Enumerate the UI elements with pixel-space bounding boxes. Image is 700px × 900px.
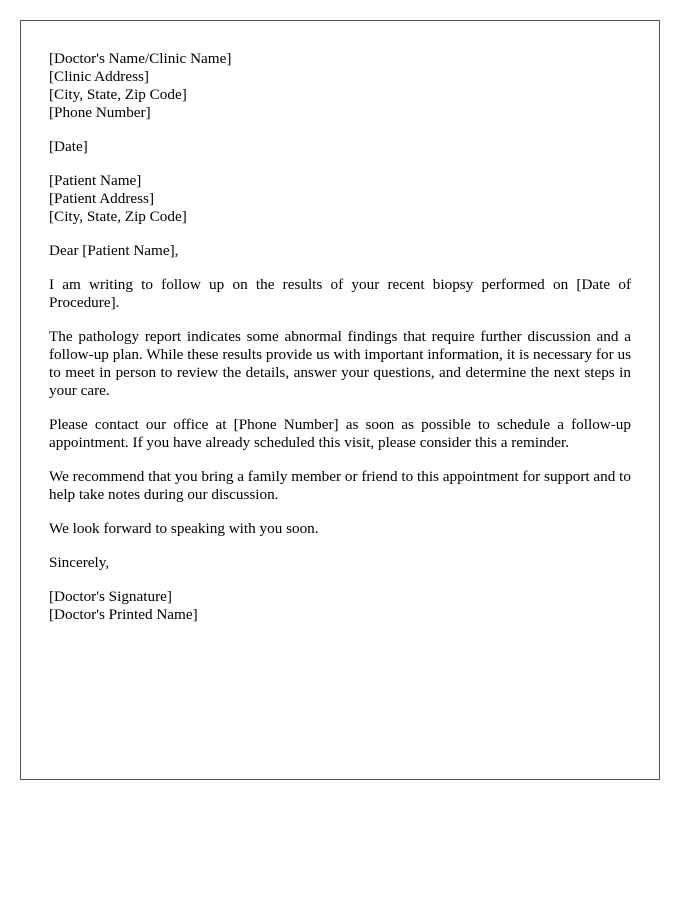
body-paragraph-5: We look forward to speaking with you soon.: [49, 520, 319, 537]
letter-page: [20, 20, 660, 780]
sender-name: [Doctor's Name/Clinic Name]: [49, 50, 232, 67]
body-paragraph-1: I am writing to follow up on the results of your recent biopsy performed on [Date of Procedure].: [49, 276, 631, 311]
recipient-block: [49, 172, 631, 226]
printed-name: [Doctor's Printed Name]: [49, 606, 198, 623]
recipient-address: [Patient Address]: [49, 190, 155, 207]
sender-address: [Clinic Address]: [49, 68, 149, 85]
recipient-city-state-zip: [City, State, Zip Code]: [49, 208, 187, 225]
closing: Sincerely,: [49, 554, 110, 571]
date-block: [49, 138, 631, 156]
sender-block: [49, 50, 631, 122]
signature-line: [Doctor's Signature]: [49, 588, 172, 605]
signature-block: [49, 588, 631, 624]
body-paragraph-4: We recommend that you bring a family member or friend to this appointment for support and to help take notes during our discussion.: [49, 468, 631, 503]
letter-date: [Date]: [49, 138, 88, 155]
sender-city-state-zip: [City, State, Zip Code]: [49, 86, 187, 103]
body-paragraph-3: Please contact our office at [Phone Number] as soon as possible to schedule a follow-up appointment. If you have already scheduled this visit, please consider this a reminder.: [49, 416, 631, 451]
sender-phone: [Phone Number]: [49, 104, 151, 121]
salutation: Dear [Patient Name],: [49, 242, 179, 259]
recipient-name: [Patient Name]: [49, 172, 142, 189]
body-paragraph-2: The pathology report indicates some abnormal findings that require further discussion and a follow-up plan. While these results provide us with important information, it is necessary for us to meet in person to review the details, answer your questions, and determine the next steps in your care.: [49, 328, 631, 399]
